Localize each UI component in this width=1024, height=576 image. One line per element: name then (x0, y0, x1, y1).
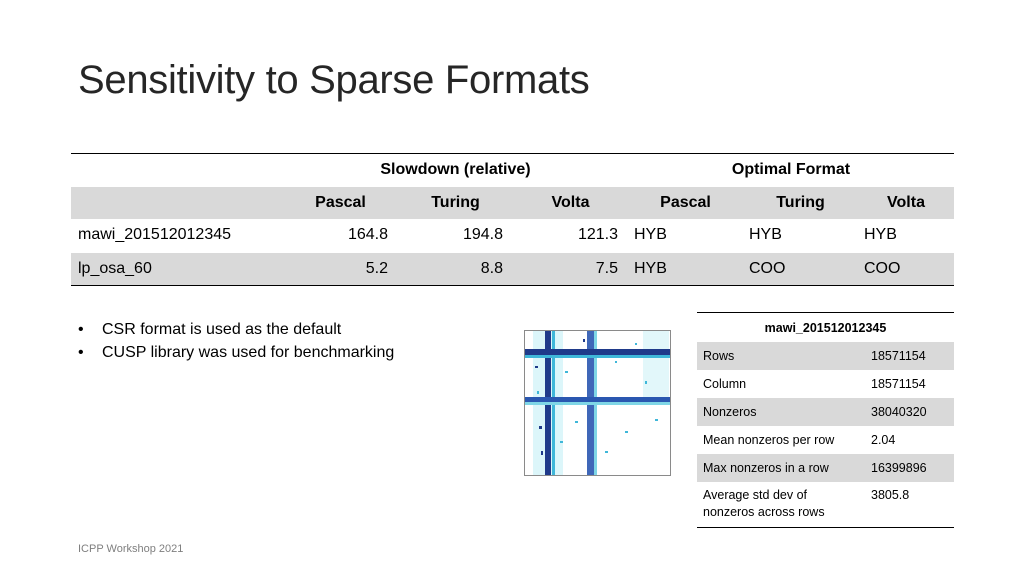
subheader-slowdown-pascal: Pascal (283, 187, 398, 220)
table-row (697, 482, 954, 528)
cyan-band (525, 355, 670, 358)
matrix-name-cell: mawi_201512012345 (78, 226, 232, 243)
bullet-text: CSR format is used as the default (102, 321, 342, 338)
info-label: Average std dev of nonzeros across rows (697, 482, 865, 528)
info-label: Max nonzeros in a row (697, 454, 865, 482)
slowdown-pascal-cell: 164.8 (347, 226, 388, 243)
subheader-slowdown-turing: Turing (398, 187, 513, 220)
format-turing-cell: HYB (749, 226, 782, 243)
info-table-header-row (697, 313, 954, 343)
info-value: 3805.8 (865, 482, 954, 528)
subheader-format-pascal: Pascal (628, 187, 743, 220)
bullet-item (78, 341, 394, 364)
slowdown-turing-cell: 8.8 (398, 252, 513, 286)
table-row (71, 252, 954, 286)
table-row (697, 454, 954, 482)
format-pascal-cell: HYB (628, 252, 743, 286)
slowdown-volta-cell: 7.5 (513, 252, 628, 286)
slowdown-header: Slowdown (relative) (283, 154, 628, 187)
sparsity-pattern-svg (525, 331, 670, 475)
table-row (697, 398, 954, 426)
matrix-name-cell: lp_osa_60 (71, 252, 283, 286)
footer-text: ICPP Workshop 2021 (78, 543, 184, 555)
table-row (697, 342, 954, 370)
empty-header-cell (71, 154, 283, 187)
bullet-marker: • (78, 344, 84, 361)
format-volta-cell: HYB (864, 226, 897, 243)
info-table-header: mawi_201512012345 (697, 313, 954, 343)
info-value: 38040320 (865, 398, 954, 426)
cyan-band (525, 402, 670, 405)
info-label: Column (703, 377, 747, 391)
matrix-info-table (697, 312, 954, 528)
table-row (697, 426, 954, 454)
bullet-text: CUSP library was used for benchmarking (102, 344, 395, 361)
empty-subheader-cell (71, 187, 283, 220)
table-group-header-row (71, 154, 954, 187)
info-label: Nonzeros (697, 398, 865, 426)
bullet-item (78, 318, 394, 341)
table-row (697, 370, 954, 398)
slowdown-table (71, 153, 954, 286)
slowdown-volta-cell: 121.3 (577, 226, 618, 243)
table-row (71, 219, 954, 252)
info-value: 16399896 (865, 454, 954, 482)
light-band (643, 331, 669, 401)
slowdown-turing-cell: 194.8 (462, 226, 503, 243)
subheader-format-volta: Volta (858, 187, 954, 220)
bullet-marker: • (78, 321, 84, 338)
slowdown-pascal-cell: 5.2 (283, 252, 398, 286)
subheader-format-turing: Turing (743, 187, 858, 220)
info-label: Mean nonzeros per row (703, 433, 835, 447)
dark-band (525, 349, 670, 355)
subheader-slowdown-volta: Volta (513, 187, 628, 220)
table-sub-header-row (71, 187, 954, 220)
info-value: 18571154 (871, 377, 926, 391)
sparsity-pattern-image (524, 330, 671, 476)
info-label: Rows (697, 342, 865, 370)
format-pascal-cell: HYB (634, 226, 667, 243)
optimal-format-header: Optimal Format (628, 154, 954, 187)
slide-title: Sensitivity to Sparse Formats (78, 58, 590, 102)
info-value: 2.04 (871, 433, 896, 447)
bullet-list (78, 318, 394, 364)
dark-band (525, 397, 670, 402)
info-value: 18571154 (865, 342, 954, 370)
format-volta-cell: COO (858, 252, 954, 286)
format-turing-cell: COO (743, 252, 858, 286)
